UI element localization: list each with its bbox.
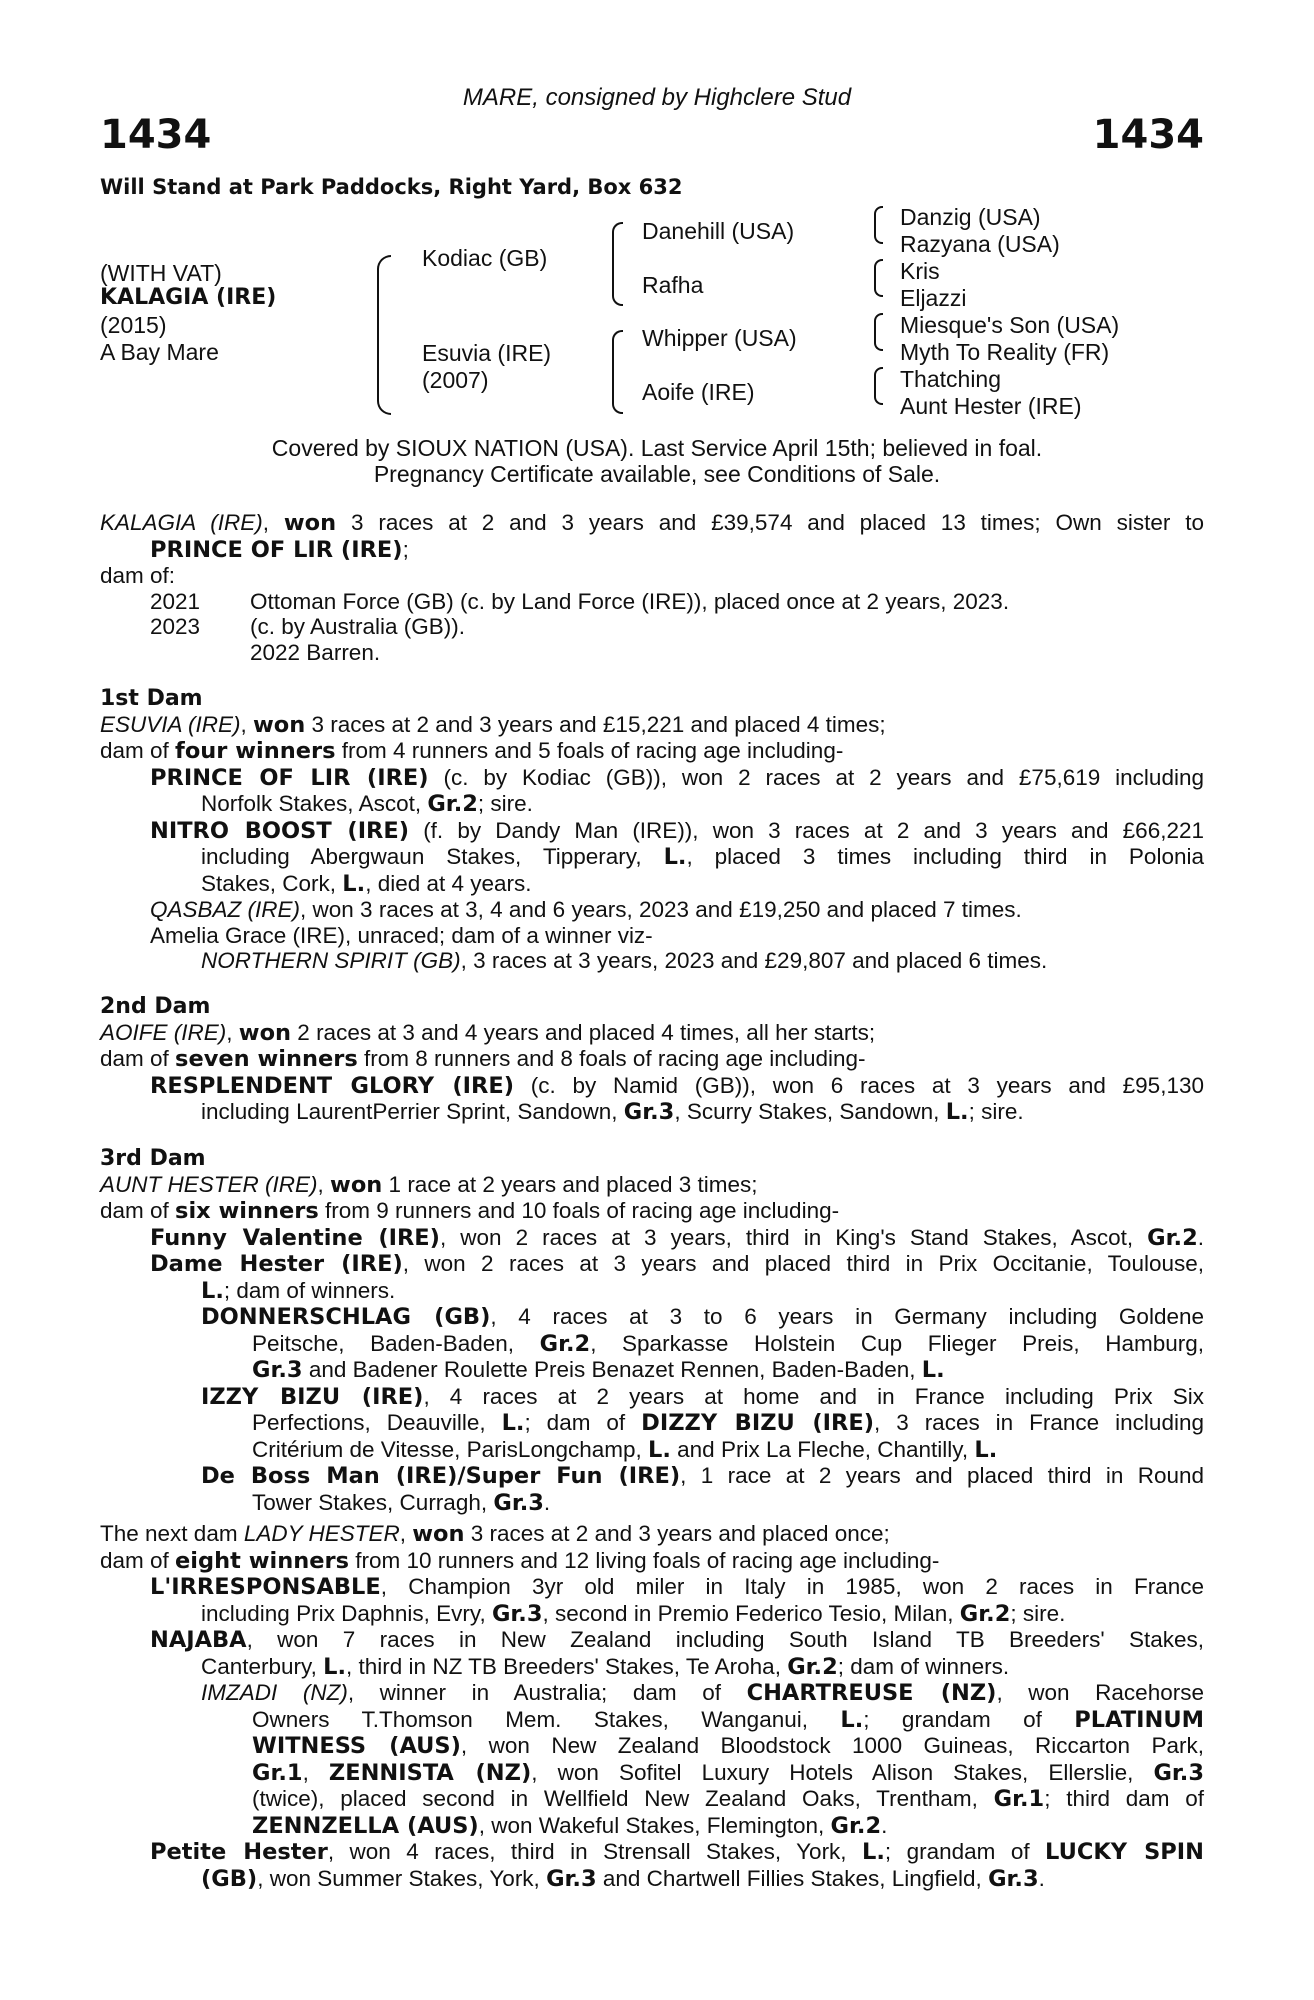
- record-line: (twice), placed second in Wellfield New Zealand Oaks, Trentham, Gr.1; third dam of: [252, 1786, 1204, 1812]
- record-line: dam of eight winners from 10 runners and 12 living foals of racing age including-: [100, 1547, 940, 1574]
- produce-year: [100, 640, 250, 666]
- pedigree-sire: Kodiac (GB): [422, 245, 548, 271]
- record-line: Perfections, Deauville, L.; dam of DIZZY BIZU (IRE), 3 races in France including: [252, 1410, 1204, 1436]
- vat-note: (WITH VAT): [100, 260, 222, 286]
- record-line: WITNESS (AUS), won New Zealand Bloodstock 1000 Guineas, Riccarton Park,: [252, 1733, 1204, 1759]
- lot-number-right: 1434: [1092, 112, 1204, 158]
- pedigree-g5: Miesque's Son (USA): [900, 312, 1120, 338]
- lot-number-left: 1434: [100, 112, 212, 158]
- produce-year: 2021: [150, 588, 201, 614]
- produce-row: [100, 614, 1204, 640]
- record-line: (GB), won Summer Stakes, York, Gr.3 and Chartwell Fillies Stakes, Lingfield, Gr.3.: [201, 1865, 1045, 1892]
- section-heading: 3rd Dam: [100, 1146, 206, 1171]
- pedigree-dam-dam: Aoife (IRE): [642, 379, 755, 405]
- record-line: KALAGIA (IRE), won 3 races at 2 and 3 years and £39,574 and placed 13 times; Own sister to: [100, 510, 1204, 536]
- record-line: Canterbury, L., third in NZ TB Breeders' Stakes, Te Aroha, Gr.2; dam of winners.: [201, 1653, 1010, 1680]
- record-line: De Boss Man (IRE)/Super Fun (IRE), 1 race at 2 years and placed third in Round: [201, 1463, 1204, 1489]
- record-line: RESPLENDENT GLORY (IRE) (c. by Namid (GB)), won 6 races at 3 years and £95,130: [150, 1072, 1204, 1099]
- third-dam-section: [100, 1146, 1204, 1516]
- pedigree-brace: [874, 313, 883, 351]
- record-line: NORTHERN SPIRIT (GB), 3 races at 3 years, 2023 and £29,807 and placed 6 times.: [201, 948, 1048, 973]
- record-line: ZENNZELLA (AUS), won Wakeful Stakes, Flemington, Gr.2.: [252, 1812, 888, 1839]
- horse-name: KALAGIA (IRE): [100, 285, 277, 310]
- mare-record: [100, 510, 1204, 665]
- pedigree-brace: [612, 330, 623, 414]
- record-line: Dame Hester (IRE), won 2 races at 3 years and placed third in Prix Occitanie, Toulouse,: [150, 1251, 1204, 1277]
- record-line: IMZADI (NZ), winner in Australia; dam of CHARTREUSE (NZ), won Racehorse: [201, 1680, 1204, 1706]
- record-line: IZZY BIZU (IRE), 4 races at 2 years at home and in France including Prix Six: [201, 1383, 1204, 1410]
- produce-text: 2022 Barren.: [250, 639, 381, 665]
- pedigree-brace: [612, 222, 623, 306]
- pedigree-g7: Thatching: [900, 366, 1002, 392]
- pedigree-g4: Eljazzi: [900, 285, 967, 311]
- record-line: Stakes, Cork, L., died at 4 years.: [201, 870, 532, 897]
- pedigree-g3: Kris: [900, 258, 940, 284]
- pedigree-brace: [377, 255, 391, 415]
- record-line: dam of:: [100, 563, 176, 588]
- record-line: Norfolk Stakes, Ascot, Gr.2; sire.: [201, 791, 533, 817]
- pedigree-brace: [874, 206, 883, 244]
- record-line: Tower Stakes, Curragh, Gr.3.: [252, 1489, 551, 1516]
- stand-location: Will Stand at Park Paddocks, Right Yard, Box 632: [100, 175, 683, 199]
- produce-text: (c. by Australia (GB)).: [250, 614, 466, 639]
- produce-row: [100, 589, 1204, 615]
- record-line: The next dam LADY HESTER, won 3 races at 2 and 3 years and placed once;: [100, 1521, 890, 1547]
- produce-year: 2023: [150, 614, 201, 639]
- record-line: including Abergwaun Stakes, Tipperary, L., placed 3 times including third in Polonia: [201, 844, 1204, 870]
- pedigree-dam-sire: Whipper (USA): [642, 325, 797, 351]
- record-line: Funny Valentine (IRE), won 2 races at 3 years, third in King's Stand Stakes, Ascot, Gr.2.: [150, 1224, 1204, 1251]
- record-line: L'IRRESPONSABLE, Champion 3yr old miler in Italy in 1985, won 2 races in France: [150, 1574, 1204, 1600]
- record-line: L.; dam of winners.: [201, 1277, 396, 1304]
- pedigree-dam-year: (2007): [422, 367, 489, 393]
- record-line: dam of four winners from 4 runners and 5 foals of racing age including-: [100, 738, 844, 764]
- record-line: NITRO BOOST (IRE) (f. by Dandy Man (IRE)), won 3 races at 2 and 3 years and £66,221: [150, 817, 1204, 844]
- pedigree-dam: Esuvia (IRE): [422, 340, 552, 366]
- record-line: Gr.3 and Badener Roulette Preis Benazet Rennen, Baden-Baden, L.: [252, 1357, 945, 1383]
- produce-row: [100, 640, 1204, 666]
- consignor-line: MARE, consigned by Highclere Stud: [462, 84, 852, 111]
- record-line: AUNT HESTER (IRE), won 1 race at 2 years and placed 3 times;: [100, 1171, 758, 1198]
- record-line: QASBAZ (IRE), won 3 races at 3, 4 and 6 years, 2023 and £19,250 and placed 7 times.: [150, 897, 1022, 922]
- record-line: PRINCE OF LIR (IRE) (c. by Kodiac (GB)), won 2 races at 2 years and £75,619 including: [150, 764, 1204, 791]
- next-dam-section: [100, 1521, 1204, 1892]
- record-line: NAJABA, won 7 races in New Zealand including South Island TB Breeders' Stakes,: [150, 1627, 1204, 1653]
- record-line: Amelia Grace (IRE), unraced; dam of a winner viz-: [150, 922, 653, 948]
- record-line: including LaurentPerrier Sprint, Sandown, Gr.3, Scurry Stakes, Sandown, L.; sire.: [201, 1099, 1024, 1125]
- pedigree-g8: Aunt Hester (IRE): [900, 393, 1082, 419]
- section-heading: 1st Dam: [100, 686, 203, 711]
- pedigree-sire-sire: Danehill (USA): [642, 218, 795, 244]
- horse-foaled: (2015): [100, 312, 167, 338]
- second-dam-section: [100, 994, 1204, 1126]
- covered-line: Covered by SIOUX NATION (USA). Last Service April 15th; believed in foal.: [271, 435, 1043, 461]
- record-line: ESUVIA (IRE), won 3 races at 2 and 3 years and £15,221 and placed 4 times;: [100, 711, 886, 738]
- record-line: PRINCE OF LIR (IRE);: [150, 536, 409, 563]
- first-dam-section: [100, 686, 1204, 974]
- section-heading: 2nd Dam: [100, 994, 211, 1019]
- record-line: dam of six winners from 9 runners and 10 foals of racing age including-: [100, 1198, 840, 1224]
- record-line: Gr.1, ZENNISTA (NZ), won Sofitel Luxury Hotels Alison Stakes, Ellerslie, Gr.3: [252, 1759, 1204, 1786]
- pedigree-g2: Razyana (USA): [900, 231, 1060, 257]
- record-line: Critérium de Vitesse, ParisLongchamp, L. and Prix La Fleche, Chantilly, L.: [252, 1436, 998, 1463]
- produce-text: Ottoman Force (GB) (c. by Land Force (IRE)), placed once at 2 years, 2023.: [250, 588, 1010, 614]
- covered-line: Pregnancy Certificate available, see Conditions of Sale.: [373, 461, 941, 487]
- record-line: dam of seven winners from 8 runners and 8 foals of racing age including-: [100, 1046, 866, 1072]
- record-line: Owners T.Thomson Mem. Stakes, Wanganui, L.; grandam of PLATINUM: [252, 1706, 1204, 1733]
- record-line: Petite Hester, won 4 races, third in Strensall Stakes, York, L.; grandam of LUCKY SPIN: [150, 1839, 1204, 1865]
- pedigree-g1: Danzig (USA): [900, 204, 1041, 230]
- horse-description: A Bay Mare: [100, 339, 219, 365]
- record-line: AOIFE (IRE), won 2 races at 3 and 4 years and placed 4 times, all her starts;: [100, 1019, 876, 1046]
- pedigree-g6: Myth To Reality (FR): [900, 339, 1110, 365]
- covered-note: [0, 435, 1314, 487]
- pedigree-sire-dam: Rafha: [642, 272, 704, 298]
- pedigree-brace: [874, 367, 883, 405]
- record-line: DONNERSCHLAG (GB), 4 races at 3 to 6 years in Germany including Goldene: [201, 1304, 1205, 1330]
- record-line: including Prix Daphnis, Evry, Gr.3, second in Premio Federico Tesio, Milan, Gr.2; sire.: [201, 1600, 1066, 1627]
- record-line: Peitsche, Baden-Baden, Gr.2, Sparkasse Holstein Cup Flieger Preis, Hamburg,: [252, 1330, 1204, 1357]
- pedigree-brace: [874, 259, 883, 297]
